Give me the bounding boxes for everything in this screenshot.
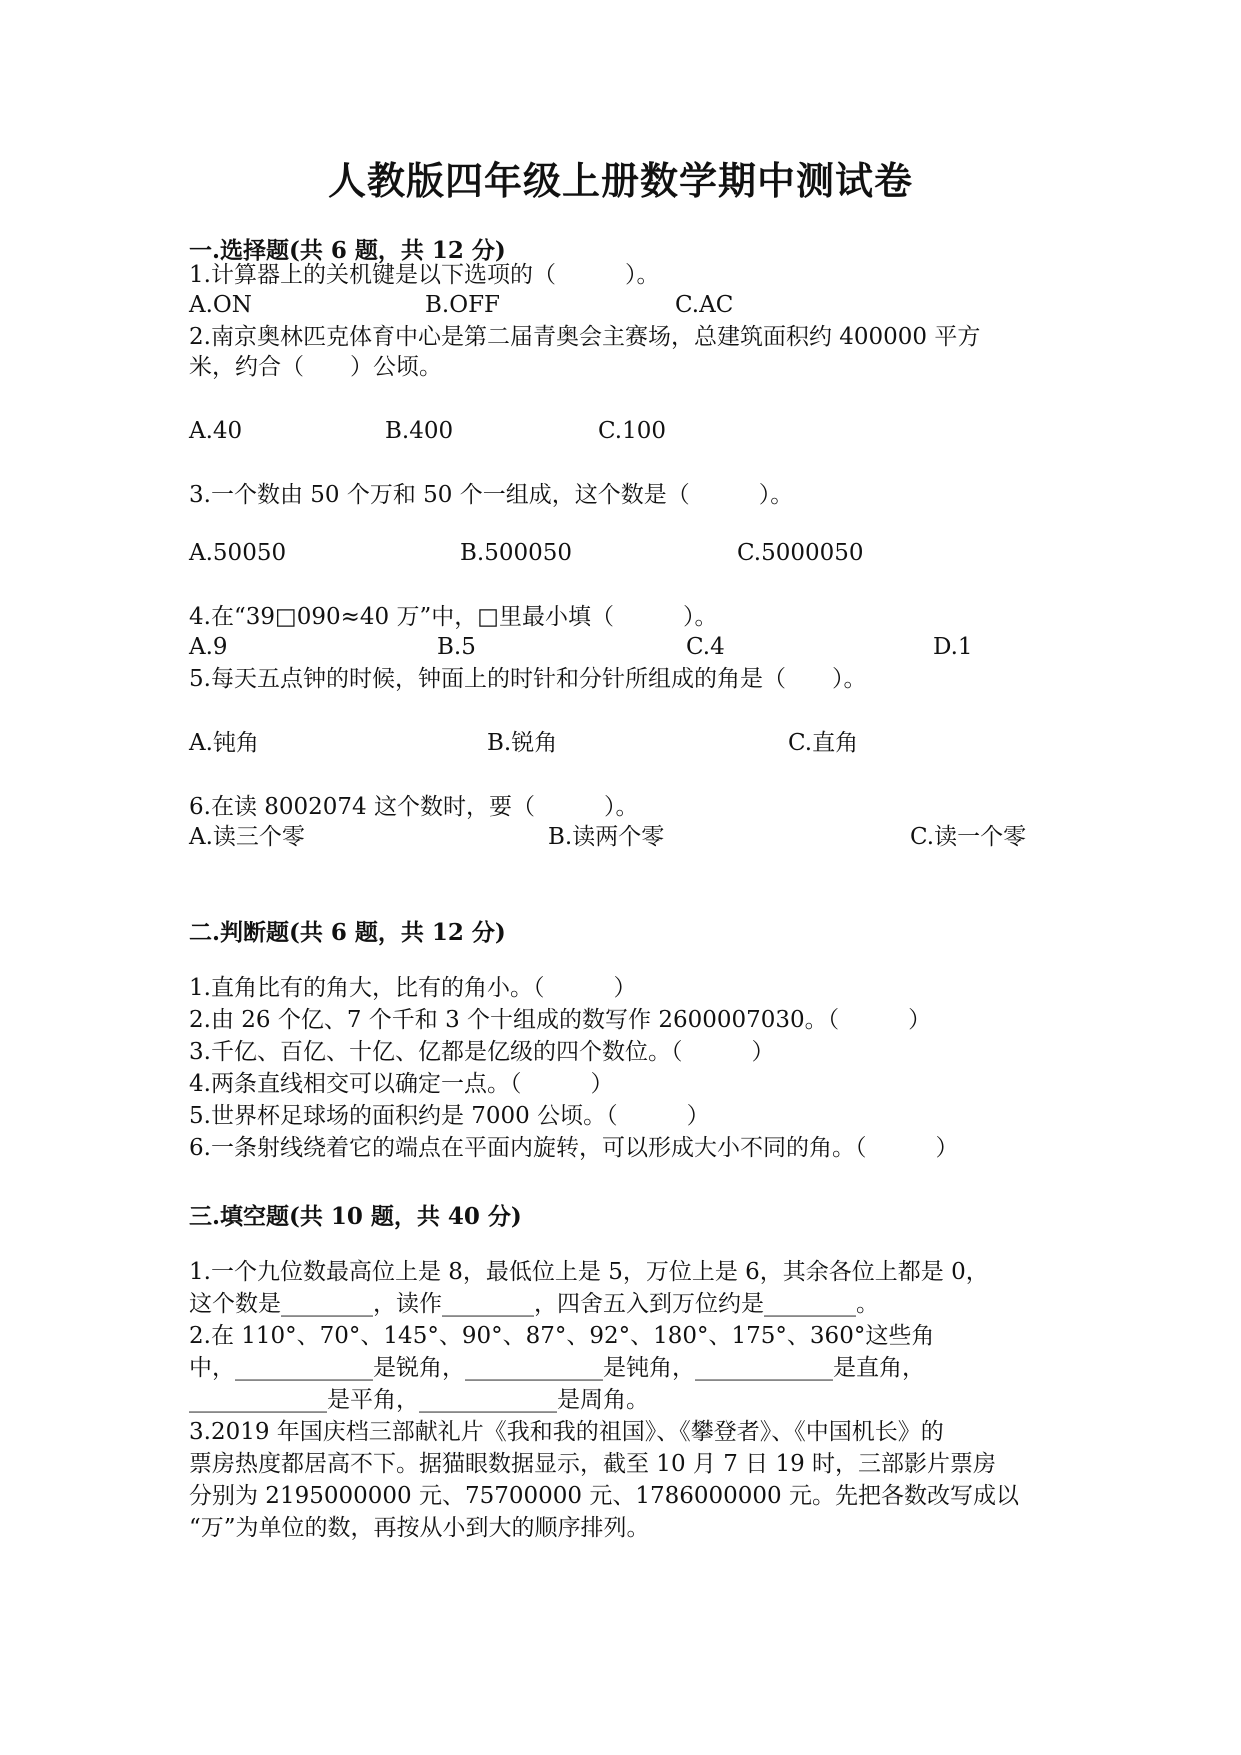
question-stem: 4.在“39□090≈40 万”中，□里最小填（ ）。 (189, 604, 718, 630)
fill-question: 3.2019 年国庆档三部献礼片《我和我的祖国》、《攀登者》、《中国机长》的 (189, 1419, 944, 1445)
fill-question-continued: 票房热度都居高不下。据猫眼数据显示，截至 10 月 7 日 19 时，三部影片票房 (189, 1451, 997, 1477)
option-c: C.AC (675, 292, 734, 318)
option-a: A.读三个零 (189, 824, 305, 850)
option-a: A.ON (189, 292, 252, 318)
question-stem-continued: 米，约合（ ）公顷。 (189, 354, 442, 380)
judgment-item: 1.直角比有的角大，比有的角小。（ ） (189, 975, 637, 1001)
question-stem: 1.计算器上的关机键是以下选项的（ ）。 (189, 262, 660, 288)
option-c: C.100 (598, 418, 666, 444)
judgment-item: 4.两条直线相交可以确定一点。（ ） (189, 1071, 614, 1097)
section-heading-true-false: 二.判断题(共 6 题，共 12 分) (189, 919, 506, 946)
fill-question: 2.在 110°、70°、145°、90°、87°、92°、180°、175°、360°这些角 (189, 1323, 935, 1349)
judgment-item: 6.一条射线绕着它的端点在平面内旋转，可以形成大小不同的角。（ ） (189, 1135, 959, 1161)
option-c: C.读一个零 (910, 824, 1027, 850)
option-a: A.9 (189, 634, 228, 660)
option-c: C.4 (686, 634, 725, 660)
question-stem: 6.在读 8002074 这个数时，要（ ）。 (189, 794, 639, 820)
question-stem: 3.一个数由 50 个万和 50 个一组成，这个数是（ ）。 (189, 482, 794, 508)
question-stem: 5.每天五点钟的时候，钟面上的时针和分针所组成的角是（ ）。 (189, 666, 867, 692)
fill-question-continued: 这个数是________，读作________，四舍五入到万位约是________。 (189, 1291, 879, 1317)
fill-question-continued: ____________是平角，____________是周角。 (189, 1387, 649, 1413)
fill-question-continued: 分别为 2195000000 元、75700000 元、1786000000 元。先把各数改写成以 (189, 1483, 1019, 1509)
judgment-item: 2.由 26 个亿、7 个千和 3 个十组成的数写作 2600007030。（ ） (189, 1007, 932, 1033)
fill-question: 1.一个九位数最高位上是 8，最低位上是 5，万位上是 6，其余各位上都是 0， (189, 1259, 989, 1285)
section-heading-choice: 一.选择题(共 6 题，共 12 分) (189, 237, 506, 264)
fill-question-continued: “万”为单位的数，再按从小到大的顺序排列。 (189, 1515, 650, 1541)
question-stem: 2.南京奥林匹克体育中心是第二届青奥会主赛场，总建筑面积约 400000 平方 (189, 324, 981, 350)
judgment-item: 5.世界杯足球场的面积约是 7000 公顷。（ ） (189, 1103, 710, 1129)
option-c: C.直角 (788, 730, 859, 756)
option-b: B.锐角 (487, 730, 558, 756)
section-heading-fill-in: 三.填空题(共 10 题，共 40 分) (189, 1203, 522, 1230)
option-b: B.500050 (460, 540, 573, 566)
judgment-item: 3.千亿、百亿、十亿、亿都是亿级的四个数位。（ ） (189, 1039, 775, 1065)
option-b: B.5 (437, 634, 476, 660)
option-a: A.钝角 (189, 730, 259, 756)
option-b: B.OFF (425, 292, 500, 318)
option-b: B.读两个零 (548, 824, 665, 850)
fill-question-continued: 中，____________是锐角，____________是钝角，____________是直角， (189, 1355, 925, 1381)
option-a: A.50050 (189, 540, 287, 566)
option-d: D.1 (933, 634, 973, 660)
option-b: B.400 (385, 418, 454, 444)
page-title: 人教版四年级上册数学期中测试卷 (327, 158, 913, 203)
option-c: C.5000050 (737, 540, 864, 566)
option-a: A.40 (189, 418, 243, 444)
